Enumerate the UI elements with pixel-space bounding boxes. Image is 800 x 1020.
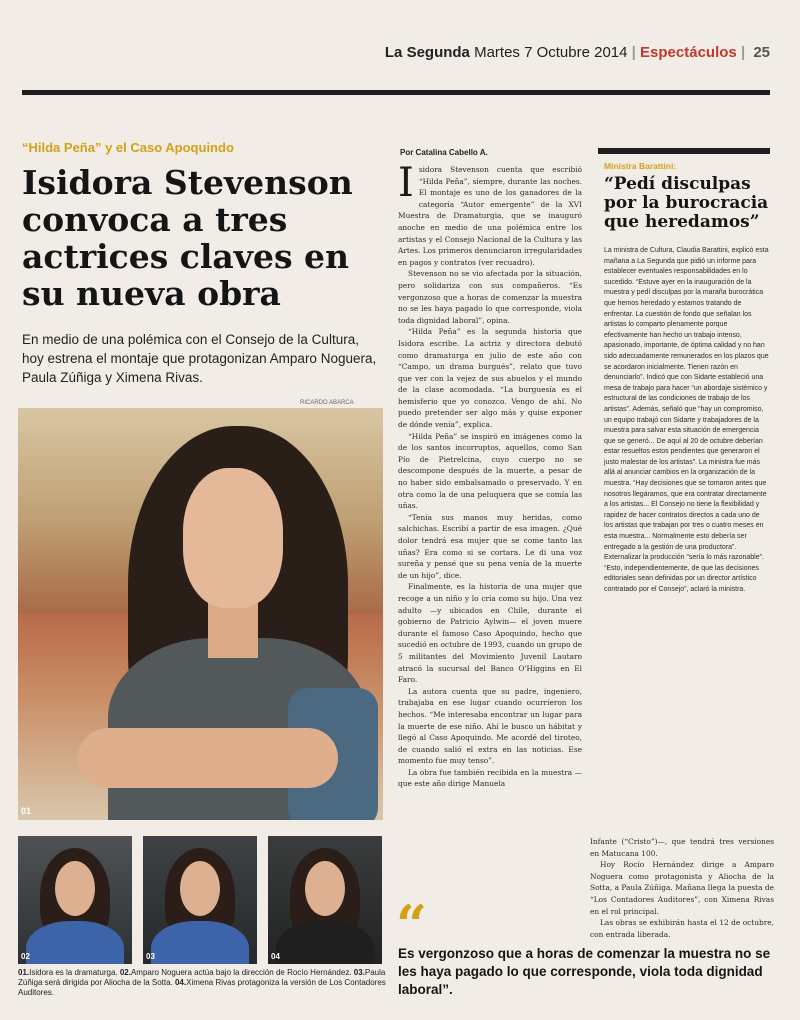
caption-text: Ximena Rivas protagoniza la versión de Los Contadores Auditores.	[18, 978, 386, 997]
issue-date: Martes 7 Octubre 2014	[474, 44, 628, 61]
body-paragraph: Hoy Rocío Hernández dirige a Amparo Noguera como protagonista y Aliocha de la Sotta, a Paula Zúñiga. Mañana llega la puesta de “Los Contadores Auditores”, con Ximena Rivas en el rol principal.	[590, 860, 774, 916]
sidebar-body: La ministra de Cultura, Claudia Barattini, explicó esta mañana a La Segunda que pidió un informe para establecer eventuales responsabilidades en lo sucedido. “Estuve ayer en la inauguración de la muestra y pedí disculpas por la maraña burocrática que hemos heredado y estamos tratando de enfrentar. La cuestión de fondo que señalan los artistas lo comparto plenamente porque efectivamente han hecho un trabajo intenso, apasionado, importante, de óptima calidad y no han sido adecuadamente remunerados en los plazos que se acordaron inicialmente. Tienen razón en denunciarlo”. Indicó que con Sidarte estableció una mesa de trabajo para hacer “un abordaje sistémico y estructural de las condiciones de trabajo de los artistas”. Además, señaló que “hay un compromiso, un equipo trabajó con Sidarte y trabajadores de la muestra para salvar esta situación de emergencia que se generó... De aquí al 20 de octubre deberían estar resueltos estos pendientes que generaron el justo malestar de los artistas”. La ministra fue más allá al anunciar cambios en la organización de la muestra. “Hay decisiones que se tomaron antes que nosotros llegáramos, que era contratar directamente a los artistas... El Consejo no tiene la flexibilidad y rapidez de hacer contratos directos a cada uno de los artistas que trabajan por tres o cuatro meses en esta muestra... Normalmente esto debería ser entregado a la gestión de una productora”. Externalizar la producción “sería lo más razonable”. “Esto, independientemente, de que las decisiones editoriales sean definidas por un director artístico contratado por el Consejo”, aclaró la ministra.	[604, 247, 769, 593]
thumbnail-photo	[143, 836, 257, 964]
article-body	[398, 160, 582, 790]
article-kicker: “Hilda Peña” y el Caso Apoquindo	[22, 140, 234, 155]
caption-number: 02.	[119, 968, 131, 977]
caption-number: 04.	[174, 978, 187, 987]
caption-text: Paula Zúñiga será dirigida por Aliocha de la Sotta.	[18, 968, 386, 987]
quote-mark-icon: “	[396, 893, 428, 957]
photo-face	[183, 468, 283, 608]
body-paragraph: Infante (“Cristo”)—, que tendrá tres versiones en Matucana 100.	[590, 837, 774, 858]
photo-number: 02	[21, 952, 30, 961]
sidebar-rule	[598, 148, 770, 154]
photo-number: 01	[21, 806, 32, 816]
body-paragraph: “Hilda Peña” se inspiró en imágenes como la de los santos incorruptos, aquellos, como San Pío de Pietrelcina, cuyo cuerpo no se descompone después de la muerte, a pesar de no haber sido embalsamado o preservado. Y en otra como la de una peluquera que se comía las uñas.	[398, 431, 582, 511]
body-paragraph: Finalmente, es la historia de una mujer que recoge a un niño y lo cría como su hijo. Una vez adulto —y ubicados en Chile, durante el gobierno de Patricio Aylwin— el joven muere durante el famoso Caso Apoquindo, hecho que sucedió en octubre de 1993, cuando un grupo de 5 militantes del Movimiento Juvenil Lautaro atracó la sucursal del Banco O'Higgins en El Faro.	[398, 582, 582, 685]
body-paragraph: Las obras se exhibirán hasta el 12 de octubre, con entrada liberada.	[590, 918, 774, 939]
drop-cap: I	[398, 160, 414, 206]
sidebar-kicker: Ministra Barattini:	[604, 161, 677, 171]
body-paragraph: Stevenson no se vio afectada por la situación, pero solidariza con sus compañeros. “Es vergonzoso que a horas de comenzar la muestra no se les haya pagado lo que corresponde, viola toda dignidad laboral”, opina.	[398, 269, 582, 325]
body-paragraph: Isidora Stevenson cuenta que escribió “Hilda Peña”, siempre, durante las noches. El montaje es uno de los ganadores de la categoría “Autor emergente” de la XVI Muestra de Dramaturgia, que se inauguró anoche en medio de una polémica entre los artistas y el Consejo Nacional de la Cultura y las Artes. Los primeros denunciaron irregularidades en pagos y contratos (ver recuadro).	[398, 160, 582, 267]
pull-quote: Es vergonzoso que a horas de comenzar la muestra no se les haya pagado lo que corresponde, viola toda dignidad laboral”.	[398, 946, 771, 997]
photo-captions	[18, 968, 388, 998]
section-name: Espectáculos	[640, 44, 737, 61]
header-line: La Segunda Martes 7 Octubre 2014 | Espectáculos | 25	[384, 44, 770, 61]
caption-number: 03.	[353, 968, 365, 977]
body-paragraph: La obra fue también recibida en la muestra —que este año dirige Manuela	[398, 767, 582, 789]
newspaper-brand: La Segunda	[384, 44, 470, 61]
byline: Por Catalina Cabello A.	[400, 148, 488, 157]
article-lede: En medio de una polémica con el Consejo de la Cultura, hoy estrena el montaje que protagonizan Amparo Noguera, Paula Zúñiga y Ximena Rivas.	[22, 332, 377, 385]
thumbnail-photo	[268, 836, 382, 964]
article-continuation	[590, 836, 774, 940]
photo-number: 04	[271, 952, 280, 961]
photo-number: 03	[146, 952, 155, 961]
caption-text: Isidora es la dramaturga.	[29, 968, 120, 977]
page-number: 25	[753, 44, 770, 61]
caption-text: Amparo Noguera actúa bajo la dirección de Rocío Hernández.	[130, 968, 354, 977]
photo-credit: RICARDO ABARCA	[300, 400, 354, 406]
thumbnail-photo	[18, 836, 132, 964]
page-header	[22, 40, 778, 70]
body-paragraph: La autora cuenta que su padre, ingeniero, trabajaba en ese lugar cuando ocurrieron los hechos. “Me interesaba encontrar un lugar para la muerte de ese niño. Ahí le busco un hábitat y llegó al Caso Apoquindo. Me acordé del tiroteo, de cuando salió el extra en las noticias. Ese momento fue muy tenso”.	[398, 686, 582, 766]
article-headline: Isidora Stevenson convoca a tres actrices claves en su nueva obra	[22, 163, 353, 313]
sidebar-headline: “Pedí disculpas por la burocracia que heredamos”	[604, 174, 769, 232]
caption-number: 01.	[18, 968, 30, 977]
body-paragraph: “Tenía sus manos muy heridas, como salchichas. Escribí a partir de esa imagen. ¿Qué dolor tendrá esa mujer que se come tanto las uñas? Era como si se cortara. Le di una voz sureña y pensé que su pena venía de la muerte de un hijo”, dice.	[398, 512, 582, 580]
thumbnail-strip	[18, 836, 383, 964]
header-rule	[22, 90, 770, 95]
photo-arms	[78, 728, 338, 788]
body-paragraph: “Hilda Peña” es la segunda historia que Isidora escribe. La actriz y directora debutó como dramaturga en julio de este año con “Campo, un drama burgués”, relato que tuvo que ver con la vejez de sus abuelos y el mundo de la clase acomodada. “La burguesía es el hemisferio que yo conozco. Vengo de ahí. No puedo pretender ser algo más y quise exponer de dónde venía”, explica.	[398, 327, 582, 430]
main-photo	[18, 408, 383, 820]
